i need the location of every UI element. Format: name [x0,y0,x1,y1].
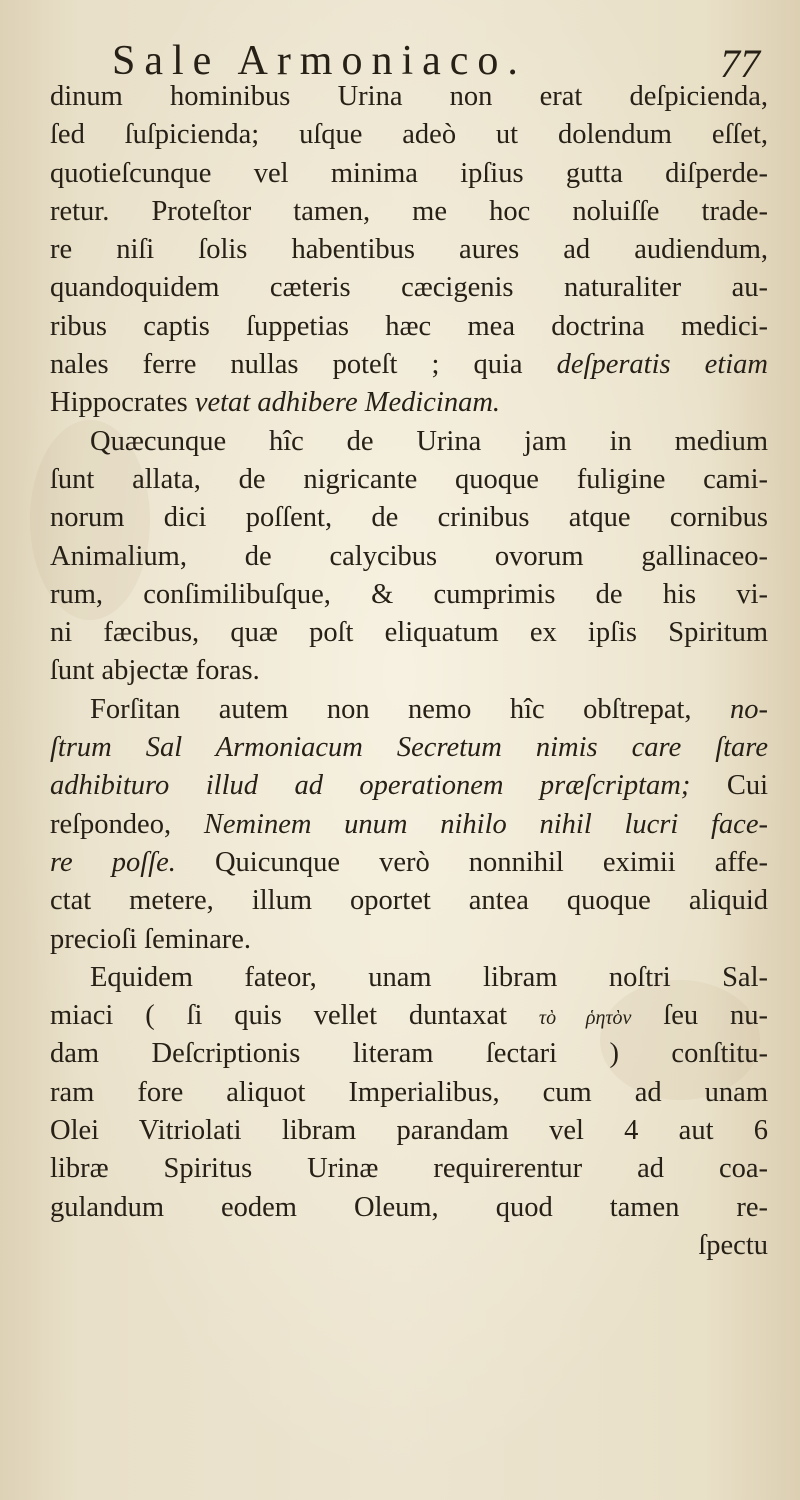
text-line: nales ferre nullas poteſt ; quia deſperatis etiam [50,349,768,381]
text-line: ram fore aliquot Imperialibus, cum ad unam [50,1076,768,1108]
text-line: ni fæcibus, quæ poſt eliquatum ex ipſis Spiritum [50,617,768,649]
text-line: Hippocrates vetat adhibere Medicinam. [50,387,501,419]
text-line: norum dici poſſent, de crinibus atque cornibus [50,502,768,534]
text-line: quotieſcunque vel minima ipſius gutta diſperde- [50,157,768,189]
text-line: rum, conſimilibuſque, & cumprimis de his vi- [50,578,768,610]
text-line: ctat metere, illum oportet antea quoque aliquid [50,885,768,917]
body-text [50,78,768,1265]
text-line: quandoquidem cæteris cæcigenis naturaliter au- [50,272,768,304]
text-line: precioſi ſeminare. [50,923,251,955]
running-title: Sale Armoniaco. [112,38,527,84]
text-line: ſed ſuſpicienda; uſque adeò ut dolendum eſſet, [50,119,768,151]
text-line: miaci ( ſi quis vellet duntaxat τὸ ῥητὸν ſeu nu- [50,1000,768,1032]
text-line: ſunt allata, de nigricante quoque fuligine cami- [50,463,768,495]
text-line: retur. Proteſtor tamen, me hoc noluiſſe trade- [50,195,768,227]
text-line: ſtrum Sal Armoniacum Secretum nimis care ſtare [50,732,768,764]
text-line: dam Deſcriptionis literam ſectari ) conſtitu- [50,1038,768,1070]
text-line: Forſitan autem non nemo hîc obſtrepat, no- [90,693,768,725]
text-line: Equidem fateor, unam libram noſtri Sal- [90,961,768,993]
text-line: Quæcunque hîc de Urina jam in medium [90,425,768,457]
text-line: Olei Vitriolati libram parandam vel 4 aut 6 [50,1115,768,1147]
text-line: dinum hominibus Urina non erat deſpicienda, [50,81,768,112]
catchword: ſpectu [698,1229,768,1261]
text-line: re poſſe. Quicunque verò nonnihil eximii affe- [50,846,768,878]
text-line: gulandum eodem Oleum, quod tamen re- [50,1191,768,1223]
text-line: ribus captis ſuppetias hæc mea doctrina medici- [50,310,768,342]
text-line: Animalium, de calycibus ovorum gallinaceo- [50,540,768,572]
text-line: re niſi ſolis habentibus aures ad audiendum, [50,234,768,266]
text-line: reſpondeo, Neminem unum nihilo nihil lucri face- [50,808,768,840]
page-number: 77 [720,41,760,86]
text-line: libræ Spiritus Urinæ requirerentur ad coa- [50,1153,768,1185]
text-line: adhibituro illud ad operationem præſcriptam; Cui [50,770,768,802]
text-line: ſunt abjectæ foras. [50,655,260,687]
